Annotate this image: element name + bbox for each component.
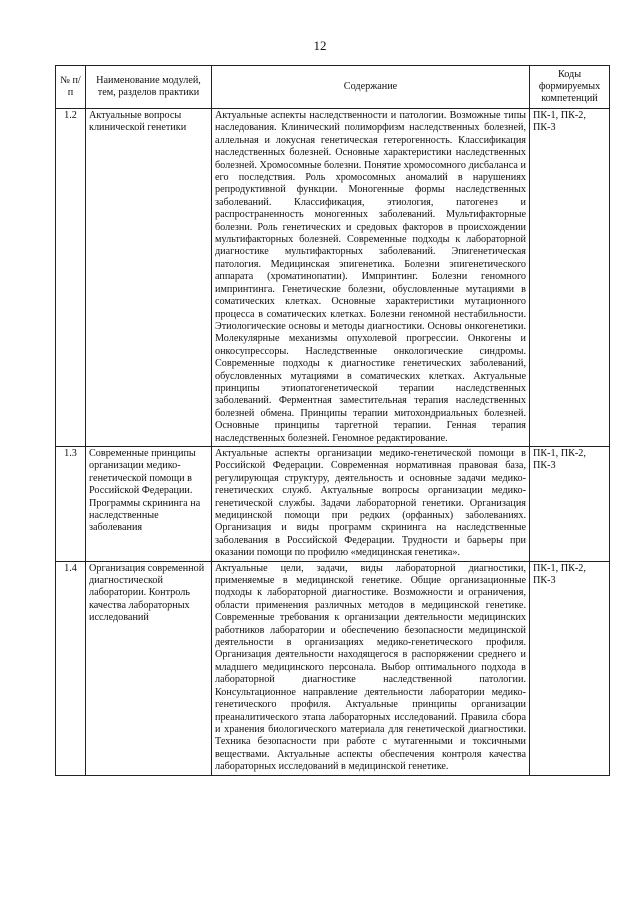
row-content: Актуальные аспекты организации медико-генетической помощи в Российской Федерации. Современная нормативная правовая база, регулирующая структуру, деятельность и основные задачи медико-генетических служб. Актуальные вопросы организации медико-генетической службы. Задачи лабораторной генетики. Организация медицинской помощи при редких (орфанных) заболеваниях. Организация и виды программ скрининга на наследственные заболевания в Российской Федерации. Трудности и барьеры при оказании помощи по профилю «медицинская генетика». (212, 446, 530, 561)
row-name: Организация современной диагностической лаборатории. Контроль качества лабораторных исследований (86, 561, 212, 775)
header-num: № п/п (56, 66, 86, 109)
table-row (56, 109, 610, 447)
row-name: Современные принципы организации медико-генетической помощи в Российской Федерации. Программы скрининга на наследственные заболевания (86, 446, 212, 561)
row-codes: ПК-1, ПК-2, ПК-3 (530, 446, 610, 561)
table-row (56, 446, 610, 561)
curriculum-table (55, 65, 610, 776)
header-content: Содержание (212, 66, 530, 109)
row-num: 1.3 (56, 446, 86, 561)
table-header-row (56, 66, 610, 109)
row-codes: ПК-1, ПК-2, ПК-3 (530, 561, 610, 775)
row-codes: ПК-1, ПК-2, ПК-3 (530, 109, 610, 447)
row-content: Актуальные цели, задачи, виды лабораторной диагностики, применяемые в медицинской генетике. Общие организационные подходы к лабораторной диагностике. Возможности и ограничения, области применения различных методов в медицинской генетике. Современные требования к организации деятельности медицинских работников лаборатории и обеспечению безопасности медицинской деятельности в организациях медико-генетического профиля. Организация деятельности находящегося в распоряжении среднего и младшего медицинского персонала. Выбор оптимального подхода в лабораторной диагностике наследственной патологии. Консультационное направление деятельности лаборатории медико-генетического профиля. Актуальные принципы организации преаналитического этапа лабораторных исследований. Правила сбора и хранения биологического материала для генетической диагностики. Техника безопасности при работе с мутагенными и токсичными веществами. Актуальные аспекты обеспечения контроля качества лабораторных исследований в медицинской генетике. (212, 561, 530, 775)
header-codes: Коды формируемых компетенций (530, 66, 610, 109)
table-row (56, 561, 610, 775)
row-num: 1.4 (56, 561, 86, 775)
header-name: Наименование модулей, тем, разделов практики (86, 66, 212, 109)
page-number: 12 (313, 38, 327, 53)
row-num: 1.2 (56, 109, 86, 447)
row-name: Актуальные вопросы клинической генетики (86, 109, 212, 447)
row-content: Актуальные аспекты наследственности и патологии. Возможные типы наследования. Клинический полиморфизм наследственных болезней, аллельная и локусная генетическая гетерогенность. Классификация наследственных болезней. Основные характеристики наследственных болезней. Хромосомные болезни. Понятие хромосомного дисбаланса и его последствия. Роль хромосомных аномалий в нарушениях репродуктивной функции. Моногенные формы наследственных заболеваний. Классификация, этиология, патогенез и распространенность моногенных заболеваний. Мультифакторные болезни. Роль генетических и средовых факторов в происхождении мультифакторных болезней. Современные подходы к лабораторной диагностике мультифакторных заболеваний. Эпигенетическая патология. Медицинская эпигенетика. Болезни эпигенетического аппарата (хроматинопатии). Импринтинг. Болезни геномного импринтинга. Генетические болезни, обусловленные мутациями в соматических клетках. Основные характеристики мутационного процесса в соматических клетках. Болезни геномной нестабильности. Этиологические основы и методы диагностики. Основы онкогенетики. Молекулярные механизмы опухолевой прогрессии. Онкогены и онкосупрессоры. Наследственные онкологические синдромы. Современные подходы к диагностике генетических заболеваний, обусловленных мутациями в соматических клетках. Актуальные принципы этиопатогенетической терапии наследственных заболеваний. Ферментная заместительная терапия наследственных болезней обмена. Принципы терапии митохондриальных болезней. Основные принципы таргетной терапии. Генная терапия наследственных болезней. Геномное редактирование. (212, 109, 530, 447)
